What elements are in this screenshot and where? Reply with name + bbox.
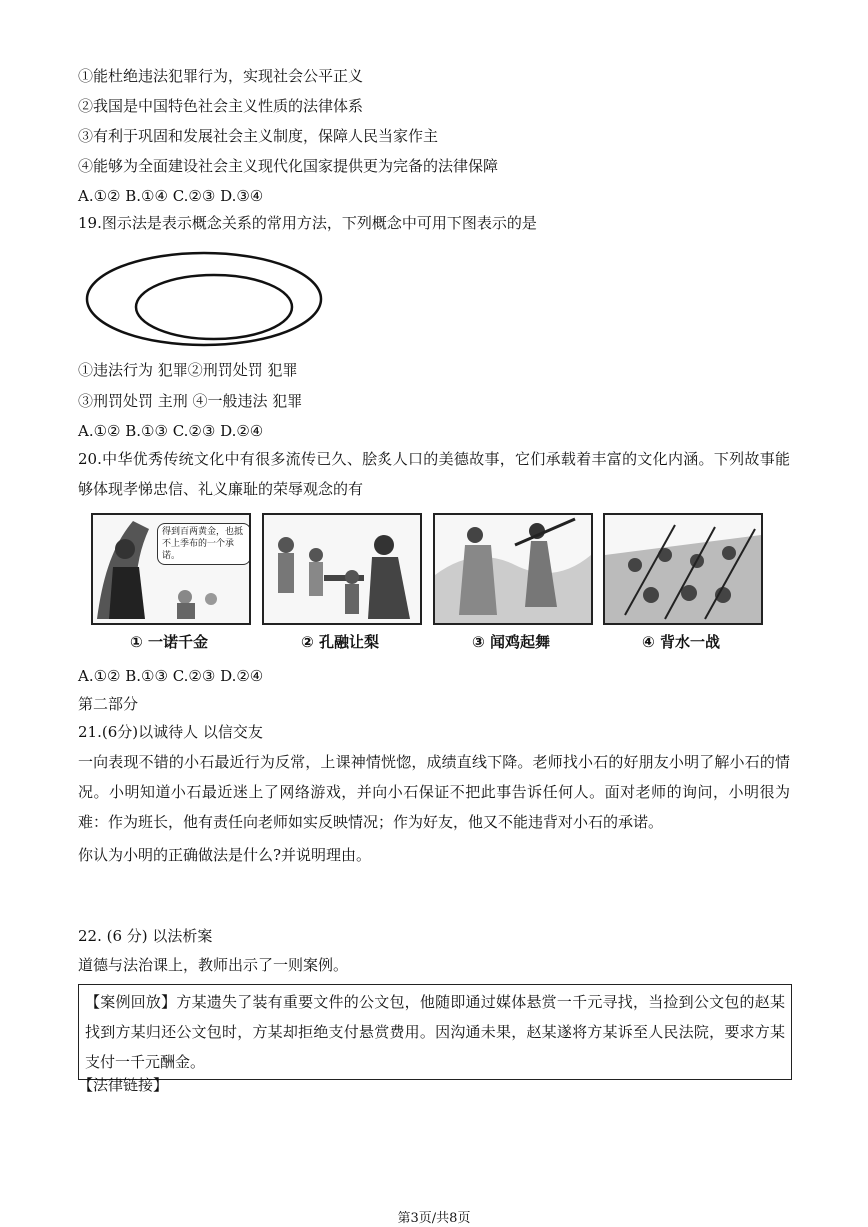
- figure-illustration-4: [605, 515, 761, 623]
- q19-stem: 19.图示法是表示概念关系的常用方法，下列概念中可用下图表示的是: [78, 214, 537, 232]
- q21-body: 一向表现不错的小石最近行为反常，上课神情恍惚，成绩直线下降。老师找小石的好朋友小明了解小石的情况。小明知道小石最近迷上了网络游戏，并向小石保证不把此事告诉任何人。面对老师的询问，小明很为难：作为班长，他有责任向老师如实反映情况；作为好友，他又不能违背对小石的承诺。: [78, 753, 790, 831]
- figure-illustration-2: [264, 515, 420, 623]
- nested-ellipse-diagram: [84, 250, 324, 350]
- case-text: 方某遗失了装有重要文件的公文包，他随即通过媒体悬赏一千元寻找，当捡到公文包的赵某找到方某归还公文包时，方某却拒绝支付悬赏费用。因沟通未果，赵某遂将方某诉至人民法院，要求方某支付一千元酬金。: [85, 993, 785, 1071]
- story-picture-4: [603, 513, 763, 625]
- q20-stem: 20.中华优秀传统文化中有很多流传已久、脍炙人口的美德故事，它们承载着丰富的文化内涵。下列故事能够体现孝悌忠信、礼义廉耻的荣辱观念的有: [78, 450, 790, 498]
- q19-answers: A.①② B.①③ C.②③ D.②④: [78, 422, 264, 440]
- q19-option-3-4: ③刑罚处罚 主刑 ④一般违法 犯罪: [78, 392, 303, 410]
- outer-ellipse: [87, 253, 321, 345]
- caption-2: ② 孔融让梨: [301, 633, 379, 651]
- q20-answers: A.①② B.①③ C.②③ D.②④: [78, 667, 264, 685]
- q21-title: 21.(6分)以诚待人 以信交友: [78, 723, 263, 741]
- story-picture-2: [262, 513, 422, 625]
- story-picture-3: [433, 513, 593, 625]
- page-footer: 第3页/共8页: [397, 1211, 471, 1226]
- case-label: 【案例回放】: [85, 993, 177, 1011]
- q19-option-1-2: ①违法行为 犯罪②刑罚处罚 犯罪: [78, 361, 298, 379]
- q18-option-1: ①能杜绝违法犯罪行为，实现社会公平正义: [78, 67, 364, 85]
- part-two-heading: 第二部分: [78, 695, 139, 713]
- q18-option-3: ③有利于巩固和发展社会主义制度，保障人民当家作主: [78, 127, 439, 145]
- figure-illustration-3: [435, 515, 591, 623]
- story-picture-1: [91, 513, 251, 625]
- q18-answers: A.①② B.①④ C.②③ D.③④: [78, 187, 264, 205]
- q21-question: 你认为小明的正确做法是什么?并说明理由。: [78, 846, 372, 864]
- speech-bubble: 得到百两黄金，也抵不上季布的一个承诺。: [157, 523, 251, 565]
- inner-ellipse: [136, 275, 292, 339]
- q22-intro: 道德与法治课上，教师出示了一则案例。: [78, 956, 349, 974]
- case-box: [78, 984, 792, 1080]
- caption-1: ① 一诺千金: [130, 633, 208, 651]
- caption-3: ③ 闻鸡起舞: [472, 633, 550, 651]
- q18-option-4: ④能够为全面建设社会主义现代化国家提供更为完备的法律保障: [78, 157, 499, 175]
- caption-4: ④ 背水一战: [642, 633, 720, 651]
- q22-title: 22. (6 分) 以法析案: [78, 927, 213, 945]
- law-link-label: 【法律链接】: [78, 1076, 169, 1094]
- q18-option-2: ②我国是中国特色社会主义性质的法律体系: [78, 97, 364, 115]
